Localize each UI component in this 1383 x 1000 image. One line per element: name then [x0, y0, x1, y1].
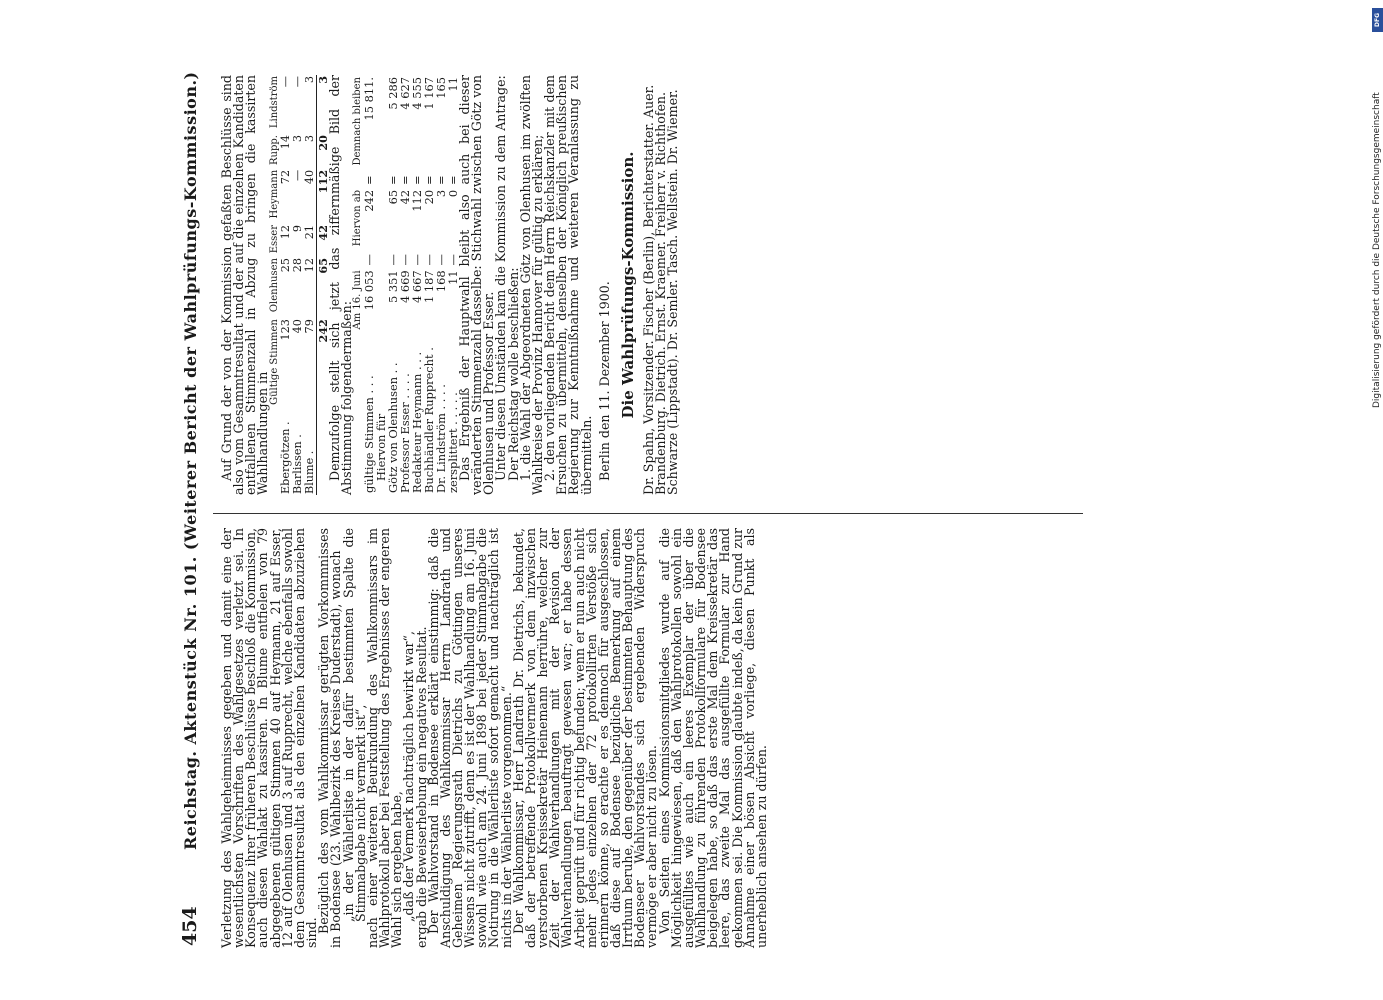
table-cell: 242 — [316, 318, 329, 414]
digitization-sidebar — [1372, 8, 1383, 993]
table-cell: = — [421, 175, 436, 186]
table-cell: 1 167 — [421, 77, 436, 110]
table-cell: 4 555 — [409, 77, 424, 110]
table-cell: 11 — [445, 77, 460, 92]
table-cell: 42 — [316, 224, 329, 257]
table-header: Demnach bleiben — [351, 77, 363, 166]
table-cell: 1 187 — [421, 270, 436, 304]
rotated-document-page — [177, 70, 1092, 950]
table-cell: 165 — [433, 77, 448, 99]
table-cell: = — [409, 175, 424, 186]
table-cell: 3 — [290, 135, 304, 143]
table-header: Am 16. Juni — [351, 270, 363, 330]
paragraph: Unter diesen Umständen kam die Kommission zu dem Antrage: — [493, 75, 509, 481]
left-column — [221, 528, 1081, 948]
table-cell: 79 — [302, 319, 316, 334]
table-header: Hiervon ab — [351, 189, 363, 247]
paragraph: Auf Grund der von der Kommission gefaßten Beschlüsse sind also vom Gesammtresultat und der auf die einzelnen Kandidaten entfallenen Stimmenzahl in Abzug zu bringen die kassirten Wahlhandlungen in — [219, 75, 271, 495]
table-cell: — — [421, 254, 436, 266]
table-header: Heymann — [268, 169, 280, 219]
table-cell: 5 351 — [385, 270, 400, 304]
column-divider — [213, 513, 1083, 514]
table-cell: 12 — [302, 258, 316, 273]
table-cell: = — [361, 175, 376, 186]
table-header: Lindström — [268, 76, 280, 129]
table-cell: 168 — [433, 270, 448, 293]
table-cell: 42 — [397, 189, 412, 205]
table-cell: 3 — [433, 189, 448, 198]
table-cell: = — [445, 175, 460, 186]
paragraph: nach einer weiteren Beurkundung des Wahlkommissars im Wahlprotokoll aber bei Feststellung des Ergebnisses der engeren Wahl sich ergeben habe, — [364, 528, 405, 948]
table-header: Olenhusen — [268, 258, 280, 313]
table-cell: 65 — [385, 189, 400, 205]
table-cell: 4 627 — [397, 77, 412, 110]
date-line: Berlin den 11. Dezember 1900. — [596, 281, 612, 481]
table-cell: 20 — [316, 134, 329, 169]
table-cell: 3 — [316, 75, 329, 134]
table-cell: — — [397, 254, 412, 266]
paragraph: Das Ergebniß der Hauptwahl bleibt also auch bei dieser veränderten Stimmenzahl dasselbe: Stichwahl zwischen Götz von Olenhusen und Professor Esser. — [456, 75, 497, 495]
paragraph: Bezüglich des vom Wahlkommissar gerügten Vorkommnisses in Bodensee (23. Wahlbezirk des Kreises Duderstadt), wonach — [316, 528, 344, 948]
table-cell: Götz von Olenhusen . . — [385, 362, 400, 493]
table-row — [304, 75, 317, 495]
digitization-credit: Digitalisierung gefördert durch die Deutsche Forschungsgemeinschaft — [1372, 92, 1382, 408]
table-cell: 0 — [445, 189, 460, 198]
table-cell: 20 — [421, 189, 436, 205]
committee-title: Die Wahlprüfungs-Kommission. — [618, 151, 637, 419]
table-cell: — — [278, 76, 292, 88]
paragraph: Von Seiten eines Kommissionsmitgliedes wurde auf die Möglichkeit hingewiesen, daß den Wahlprotokollen sowohl ein ausgefülltes wie auch ein leeres Exemplar der über die Wahlhandlung zu führenden Protokollformulare für Bodensee beigelegen habe, so daß das erste Mal dem Kreissekretär das leere, das zweite Mal das ausgefüllte Formular zur Hand gekommen sei. Die Kommission glaubte indeß, da kein Grund zur Annahme einer bösen Absicht vorliege, diesen Punkt als unerheblich ansehen zu dürfen. — [656, 528, 769, 948]
table-cell: 12 — [278, 225, 292, 240]
paragraph: Demzufolge stellt sich jetzt das ziffernmäßige Bild der Abstimmung folgendermaßen: — [326, 75, 354, 495]
table-cell: 4 667 — [409, 270, 424, 304]
table-cell: 242 — [361, 189, 376, 212]
paragraph: Der Wahlvorstand in Bodensee erklärt einstimmig: daß die Anschuldigung des Wahlkommissar Herrn Landrath und Geheimen Regierungsrath Dietrichs zu Göttingen unseres Wissens nicht zutrifft, denn es ist der Wahlhandlung am 16. Juni sowohl wie auch am 24. Juni 1898 bei jeder Stimmabgabe die Notirung in die Wählerliste sofort gemacht und nachträglich ist nichts in der Wählerliste vorgenommen.“ — [425, 528, 514, 948]
page-header — [177, 70, 207, 950]
table-cell: — — [385, 254, 400, 266]
table-cell: 112 — [316, 169, 329, 224]
table-cell: — — [433, 254, 448, 266]
table-cell: 16 053 — [361, 270, 376, 311]
table-cell: 9 — [290, 225, 304, 233]
table-header: Gültige Stimmen — [268, 319, 280, 405]
table-row — [292, 75, 304, 495]
table-cell: 28 — [290, 258, 304, 273]
table-cell: 14 — [278, 135, 292, 150]
table-subheading: Hiervon für — [373, 413, 388, 481]
table-cell: = — [385, 175, 400, 186]
paragraph: Der Reichstag wolle beschließen: — [505, 267, 521, 481]
motion-item: 2. den vorliegenden Bericht dem Herrn Reichskanzler mit dem Ersuchen zu übermitteln, denselben der Königlich preußischen Regierung zur Kenntnißnahme und weiteren Veranlassung zu übermitteln. — [542, 75, 594, 495]
table-cell: 3 — [302, 135, 316, 143]
table-cell: Buchhändler Rupprecht . — [421, 347, 436, 493]
table-cell: Ebergötzen . — [278, 421, 292, 494]
table-cell: 112 — [409, 189, 424, 212]
table-cell: 123 — [278, 319, 292, 341]
cassated-votes-table — [270, 75, 329, 495]
dfg-logo: DFG — [1372, 8, 1383, 32]
table-cell: 11 — [445, 270, 460, 285]
motion-item: 1. die Wahl der Abgeordneten Götz von Olenhusen im zwölften Wahlkreise der Provinz Hannover für gültig zu erklären; — [517, 75, 545, 495]
table-cell: 15 811. — [361, 77, 376, 121]
table-cell: — — [409, 254, 424, 266]
table-cell: 21 — [302, 225, 316, 240]
table-row — [280, 75, 292, 495]
table-cell: — — [290, 169, 304, 182]
paragraph: ergab die Beweiserhebung ein negatives Resultat. — [413, 626, 429, 948]
table-header: Rupp. — [268, 135, 280, 165]
page-title: Reichstag. Aktenstück Nr. 101. (Weiterer Bericht der Wahlprüfungs-Kommission.) — [181, 71, 200, 850]
table-cell: Redakteur Heymann . . . — [409, 351, 424, 493]
table-cell: 40 — [290, 319, 304, 334]
paragraph: Der Wahlkommissar, Herr Landrath Dr. Dietrichs, bekundet, daß der betreffende Protokollvermerk von dem inzwischen verstorbenen Kreissekretär Heinemann herrühre, welcher zur Zeit der Wahlverhandlungen mit der Revision der Wahlverhandlungen beauftragt gewesen war; er habe dessen Arbeit geprüft und für richtig befunden; wenn er nun auch nicht mehr jedes einzelnen der 72 protokollirten Verstöße sich erinnern könne, so erachte er es dennoch für ausgeschlossen, daß diese auf Bodensee bezügliche Bemerkung auf einem Irrthum beruhe, den gegenüber der bestimmten Behauptung des Bodenseer Wahlvorstandes sich ergebenden Widerspruch vermöge er aber nicht zu lösen. — [510, 528, 660, 948]
quotation: „in der Wählerliste in der dafür bestimmten Spalte die Stimmabgabe nicht vermerkt ist“, — [340, 528, 368, 922]
vote-result-table — [353, 75, 459, 495]
table-cell: 4 669 — [397, 270, 412, 304]
table-cell: gültige Stimmen . . . — [361, 375, 376, 493]
table-cell: 25 — [278, 258, 292, 273]
paragraph: Verletzung des Wahlgeheimnisses gegeben und damit eine der wesentlichsten Vorschriften des Wahlgesetzes verletzt sei. In Konsequenz ihrer früheren Beschlüsse beschloß die Kommission, auch diesen Wahlakt zu kassiren. In Blume entfielen von 79 abgegebenen gültigen Stimmen 40 auf Heymann, 21 auf Esser, 12 auf Olenhusen und 3 auf Rupprecht, welche ebenfalls sowohl dem Gesammtresultat als den einzelnen Kandidaten abzuziehen sind. — [219, 528, 320, 948]
table-cell: = — [433, 175, 448, 186]
table-cell: zersplittert . . . . . — [445, 392, 460, 493]
table-cell: — — [361, 254, 376, 266]
table-cell: 5 286 — [385, 77, 400, 110]
table-cell: 65 — [316, 257, 329, 318]
table-cell: 3 — [302, 76, 316, 84]
table-cell: — — [445, 254, 460, 266]
table-cell: — — [290, 76, 304, 88]
quotation: „daß der Vermerk nachträglich bewirkt war“, — [401, 631, 417, 922]
page-number: 454 — [179, 906, 201, 946]
signatures: Dr. Spahn, Vorsitzender. Fischer (Berlin), Berichterstatter. Auer. Brandenburg. Dietrich. Ernst. Kraemer. Freiherr v. Richthofen. Schwarze (Lippstadt). Dr. Semler. Tasch. Wellstein. Dr. Wiemer. — [640, 84, 681, 495]
table-cell: Dr. Lindström . . . . — [433, 384, 448, 493]
table-cell: Blume . — [302, 450, 316, 494]
table-cell: Professor Esser . . . . — [397, 373, 412, 493]
table-header: Esser — [268, 225, 280, 254]
table-cell: 40 — [302, 169, 316, 185]
table-cell: 72 — [278, 169, 292, 185]
table-cell: = — [397, 175, 412, 186]
table-cell: Barlissen . — [290, 434, 304, 494]
right-column — [221, 75, 1081, 495]
